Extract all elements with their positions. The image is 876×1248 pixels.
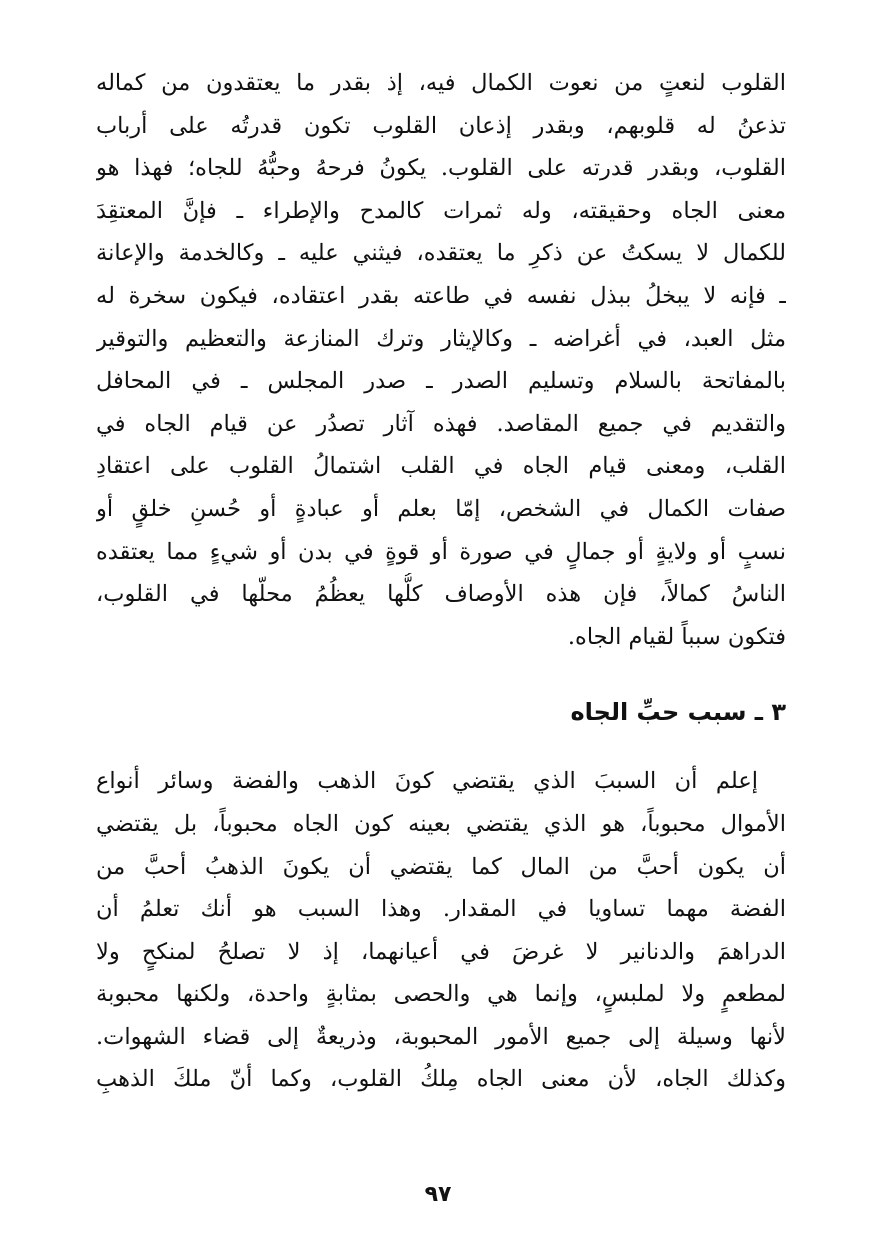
paragraph-1 [96,62,786,658]
paragraph-1-line: القلب، ومعنى قيام الجاه في القلب اشتمالُ القلوب على اعتقادِ [96,453,786,480]
page-body [96,62,786,1101]
paragraph-1-line: والتقديم في جميع المقاصد. فهذه آثار تصدُر عن قيام الجاه في [96,410,786,437]
paragraph-1-line: مثل العبد، في أغراضه ـ وكالإيثار وترك المنازعة والتعظيم والتوقير [96,325,786,352]
paragraph-1-line: للكمال لا يسكتُ عن ذكرِ ما يعتقده، فيثني عليه ـ وكالخدمة والإعانة [96,240,786,267]
paragraph-1-line: ـ فإنه لا يبخلُ ببذل نفسه في طاعته بقدر اعتقاده، فيكون سخرة له [96,282,786,309]
paragraph-1-line: القلوب، وبقدر قدرته على القلوب. يكونُ فرحهُ وحبُّهُ للجاه؛ فهذا هو [96,155,786,182]
paragraph-2-line: لأنها وسيلة إلى جميع الأمور المحبوبة، وذريعةٌ إلى قضاء الشهوات. [96,1023,786,1050]
paragraph-2-line: وكذلك الجاه، لأن معنى الجاه مِلكُ القلوب، وكما أنّ ملكَ الذهبِ [96,1066,786,1093]
paragraph-2 [96,760,786,1101]
paragraph-2-line: لمطعمٍ ولا لملبسٍ، وإنما هي والحصى بمثابةٍ واحدة، ولكنها محبوبة [96,981,786,1008]
paragraph-1-line: صفات الكمال في الشخص، إمّا بعلم أو عبادةٍ أو حُسنِ خلقٍ أو [96,495,786,522]
paragraph-2-line: الفضة مهما تساويا في المقدار. وهذا السبب هو أنك تعلمُ أن [96,896,786,923]
section-heading: ٣ ـ سبب حبِّ الجاه [570,698,786,727]
paragraph-1-line: الناسُ كمالاً، فإن هذه الأوصاف كلُّها يعظُمُ محلّها في القلوب، [96,581,786,608]
paragraph-2-line: إعلم أن السببَ الذي يقتضي كونَ الذهب والفضة وسائر أنواع [96,768,758,795]
paragraph-2-line: أن يكون أحبَّ من المال كما يقتضي أن يكونَ الذهبُ أحبَّ من [96,853,786,880]
paragraph-1-line: بالمفاتحة بالسلام وتسليم الصدر ـ صدر المجلس ـ في المحافل [96,368,786,395]
paragraph-1-line: نسبٍ أو ولايةٍ أو جمالٍ في صورة أو قوةٍ في بدن أو شيءٍ مما يعتقده [96,538,786,565]
paragraph-2-line: الدراهمَ والدنانير لا غرضَ في أعيانهما، إذ لا تصلحُ لمنكحٍ ولا [96,938,786,965]
paragraph-1-line: تذعنُ له قلوبهم، وبقدر إذعان القلوب تكون قدرتُه على أرباب [96,112,786,139]
page-number: ٩٧ [424,1182,452,1207]
paragraph-1-line: القلوب لنعتٍ من نعوت الكمال فيه، إذ بقدر ما يعتقدون من كماله [96,70,786,96]
paragraph-1-line: فتكون سبباً لقيام الجاه. [567,623,786,650]
paragraph-2-line: الأموال محبوباً، هو الذي يقتضي بعينه كون الجاه محبوباً، بل يقتضي [96,810,786,837]
paragraph-1-line: معنى الجاه وحقيقته، وله ثمرات كالمدح والإطراء ـ فإنَّ المعتقِدَ [96,197,786,224]
